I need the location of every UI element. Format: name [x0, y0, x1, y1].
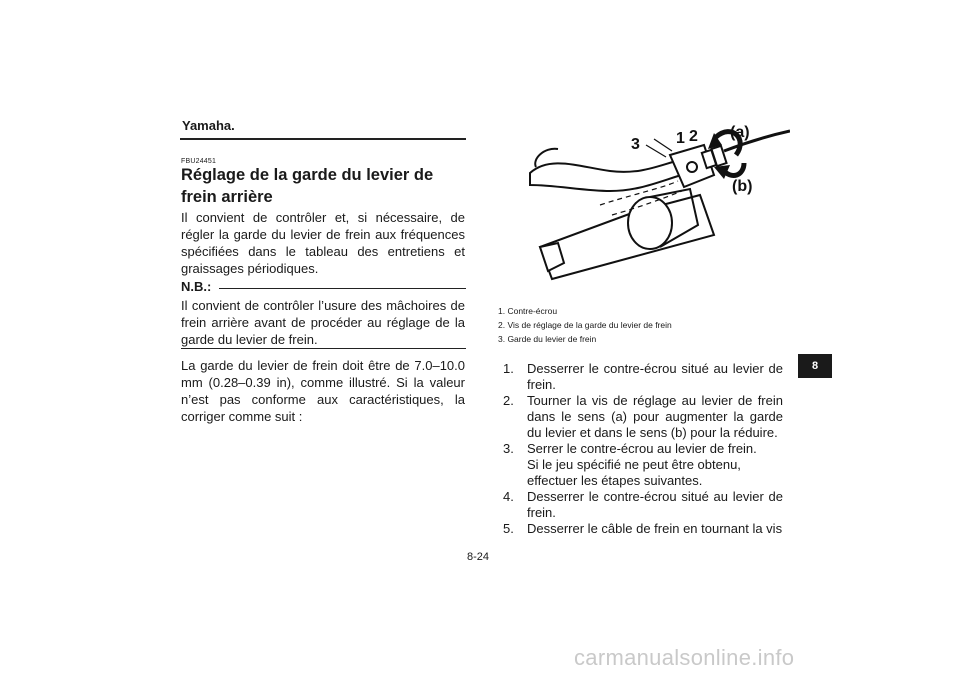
note-rule	[219, 288, 466, 289]
freeplay-line	[654, 139, 672, 151]
step-text: Serrer le contre-écrou au levier de frein.	[527, 441, 757, 456]
step-number: 4.	[503, 489, 514, 504]
figure-label-3: 3	[631, 136, 640, 153]
step-item	[503, 441, 783, 489]
step-text-block	[527, 441, 783, 489]
figure-label-b: (b)	[732, 178, 753, 195]
step-text: Desserrer le contre-écrou situé au levier de frein.	[527, 361, 783, 392]
section-title: Réglage de la garde du levier de frein arrière	[181, 166, 434, 206]
figure-label-a: (a)	[730, 124, 750, 141]
watermark: carmanualsonline.info	[574, 645, 795, 670]
freeplay-line	[646, 145, 666, 157]
chapter-tab: 8	[798, 354, 832, 378]
step-text: Tourner la vis de réglage au levier de frein dans le sens (a) pour augmenter la garde du levier et dans le sens (b) pour la réduire.	[527, 393, 783, 440]
figure-label-1: 1	[676, 130, 685, 147]
step-text: Desserrer le contre-écrou situé au levier de frein.	[527, 489, 783, 520]
page-number: 8-24	[467, 551, 490, 563]
step-item	[503, 521, 783, 537]
note-end-rule	[181, 348, 466, 349]
legend-item: 2. Vis de réglage de la garde du levier de frein	[498, 320, 672, 330]
spec-paragraph: La garde du levier de frein doit être de 7.0–10.0 mm (0.28–0.39 in), comme illustré. Si la valeur n’est pas conforme aux caractéristiques, la corriger comme suit :	[181, 358, 465, 424]
header-title: Yamaha.	[182, 118, 235, 133]
step-number: 5.	[503, 521, 514, 536]
figure-label-2: 2	[689, 128, 698, 145]
step-item	[503, 361, 783, 393]
legend-item: 3. Garde du levier de frein	[498, 334, 597, 344]
step-number: 3.	[503, 441, 514, 456]
note-text: Il convient de contrôler l’usure des mâchoires de frein arrière avant de procéder au réglage de la garde du levier de frein.	[181, 298, 465, 347]
header-rule	[180, 138, 466, 140]
pivot-bolt	[687, 162, 697, 172]
section-code: FBU24451	[181, 158, 217, 165]
figure-legend	[498, 304, 672, 346]
step-number: 1.	[503, 361, 514, 376]
brake-lever-illustration	[500, 115, 790, 305]
intro-paragraph: Il convient de contrôler et, si nécessaire, de régler la garde du levier de frein aux fréquences spécifiées dans le tableau des entretiens et graissages périodiques.	[181, 210, 465, 276]
note-label: N.B.:	[181, 279, 212, 294]
legend-item: 1. Contre-écrou	[498, 306, 558, 316]
step-text: Desserrer le câble de frein en tournant la vis	[527, 521, 783, 536]
grip-housing	[628, 197, 672, 249]
step-extra-text: Si le jeu spécifié ne peut être obtenu, effectuer les étapes suivantes.	[527, 457, 741, 488]
step-item	[503, 393, 783, 441]
step-number: 2.	[503, 393, 514, 408]
step-item	[503, 489, 783, 521]
handlebar-grip	[540, 195, 714, 279]
procedure-steps	[503, 361, 783, 537]
